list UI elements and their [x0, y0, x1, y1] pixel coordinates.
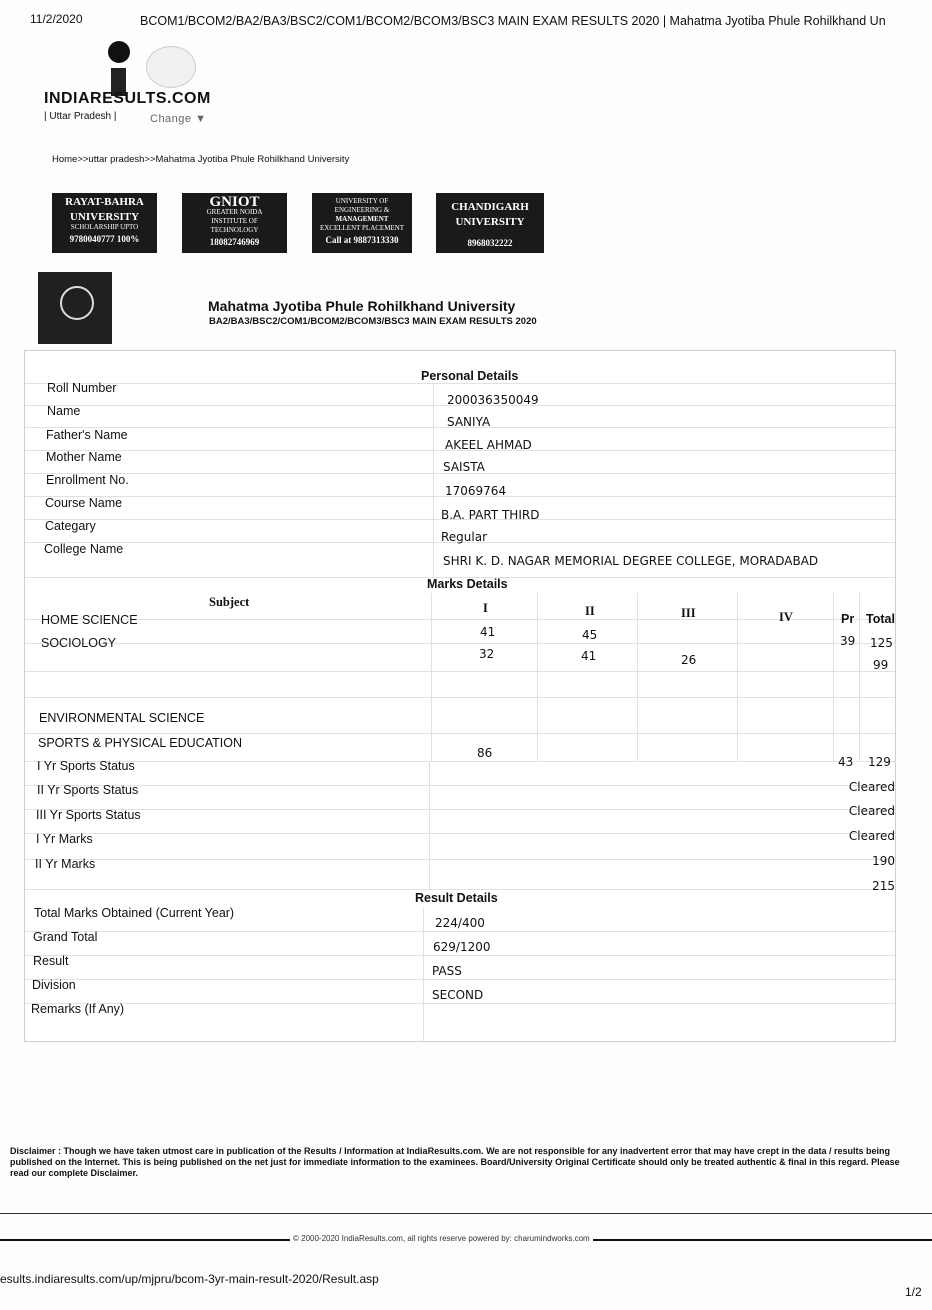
college-name-label: College Name: [44, 542, 124, 556]
subject-home-science: HOME SCIENCE: [41, 613, 138, 627]
university-name: Mahatma Jyotiba Phule Rohilkhand University: [208, 298, 516, 314]
col-subject: Subject: [209, 595, 250, 609]
grand-total-label: Grand Total: [33, 930, 98, 944]
mother-name-value: SAISTA: [443, 460, 485, 474]
marks-details-heading: Marks Details: [427, 577, 508, 591]
course-name-value: B.A. PART THIRD: [441, 508, 540, 522]
division-value: SECOND: [432, 988, 484, 1002]
roll-number-value: 200036350049: [447, 393, 539, 407]
disclaimer-text: Disclaimer : Though we have taken utmost care in publication of the Results / Information at IndiaResults.com. We are not responsible for any inadvertent error that may have crept in the data / results being published on the Internet. This is being published on the net just for immediate information to the examinees. Board/University Original Certificate should only be treated authentic & final in this regard. Please read our complete Disclaimer.: [10, 1146, 900, 1178]
grand-total-value: 629/1200: [433, 940, 491, 954]
ii-yr-sports-status-label: II Yr Sports Status: [37, 783, 139, 797]
state-label: | Uttar Pradesh |: [44, 111, 117, 122]
remarks-label: Remarks (If Any): [31, 1002, 125, 1016]
total-marks-label: Total Marks Obtained (Current Year): [34, 906, 235, 920]
page-number: 1/2: [905, 1285, 922, 1299]
change-state-link[interactable]: Change ▼: [150, 113, 207, 125]
logo-text: INDIARESULTS.COM: [44, 90, 211, 107]
ii-yr-marks-value: 215: [872, 879, 895, 893]
subject-sociology: SOCIOLOGY: [41, 636, 117, 650]
result-label: Result: [33, 954, 69, 968]
ad-uem[interactable]: UNIVERSITY OF ENGINEERING & MANAGEMENT EXCELLENT PLACEMENT Call at 9887313330: [312, 193, 412, 253]
state-map-icon: [146, 46, 196, 88]
print-date: 11/2/2020: [30, 12, 83, 26]
name-label: Name: [47, 404, 81, 418]
i-yr-marks-label: I Yr Marks: [36, 832, 93, 846]
page-url: esults.indiaresults.com/up/mjpru/bcom-3yr-main-result-2020/Result.asp: [0, 1272, 379, 1286]
mother-name-label: Mother Name: [46, 450, 122, 464]
personal-details-heading: Personal Details: [421, 369, 519, 383]
subject-sports: SPORTS & PHYSICAL EDUCATION: [38, 736, 242, 750]
ad-chandigarh-university[interactable]: CHANDIGARH UNIVERSITY 8968032222: [436, 193, 544, 253]
total-marks-value: 224/400: [435, 916, 485, 930]
col-paper-iv: IV: [779, 610, 793, 624]
divider: [0, 1213, 932, 1214]
col-total: Total: [866, 612, 895, 626]
col-paper-ii: II: [585, 604, 595, 618]
result-details-heading: Result Details: [415, 891, 498, 905]
logo-mark-icon: [108, 41, 130, 63]
university-emblem: [38, 272, 112, 344]
col-paper-iii: III: [681, 606, 696, 620]
name-value: SANIYA: [447, 415, 491, 429]
result-sheet: Personal Details Roll Number 200036350049 Name SANIYA Father's Name AKEEL AHMAD Mother Name SAISTA Enrollment No. 17069764 Course Name B.A. PART THIRD Categary Regular College Name SHRI K. D. NAGAR MEMORIAL DEGREE COLLEGE, MORADABAD Marks Details Subject I II III IV Pr Total HOME SCIENCE 41 45 39 125 SOCIOLOGY 32 41 26 99 ENVIRONMENTAL SCIENCE SPORTS & PHYSICAL EDUCATION 86 43 129 I Yr Sports Status Cleared II Yr Sports Status Cleared III Yr Sports Status Cleared I Yr Marks 190 II Yr Marks 215 Result Details Total Marks Obtained (Current Year) 224/400 Grand Total 629/1200 Result PASS Division SECOND Remarks (If Any): [24, 350, 896, 1042]
father-name-label: Father's Name: [46, 428, 128, 442]
ii-yr-marks-label: II Yr Marks: [35, 857, 96, 871]
father-name-value: AKEEL AHMAD: [445, 438, 532, 452]
category-value: Regular: [441, 530, 488, 544]
i-yr-marks-value: 190: [872, 854, 895, 868]
college-name-value: SHRI K. D. NAGAR MEMORIAL DEGREE COLLEGE, MORADABAD: [443, 554, 819, 568]
roll-number-label: Roll Number: [47, 381, 117, 395]
exam-subtitle: BA2/BA3/BSC2/COM1/BCOM2/BCOM3/BSC3 MAIN EXAM RESULTS 2020: [209, 316, 537, 327]
ii-yr-sports-status-value: Cleared: [848, 804, 895, 818]
enrollment-label: Enrollment No.: [46, 473, 129, 487]
col-paper-i: I: [483, 601, 488, 615]
i-yr-sports-status-label: I Yr Sports Status: [37, 759, 135, 773]
i-yr-sports-status-value: Cleared: [848, 780, 895, 794]
iii-yr-sports-status-label: III Yr Sports Status: [36, 808, 141, 822]
col-practical: Pr: [841, 612, 855, 626]
ad-rayat-bahra[interactable]: RAYAT-BAHRA UNIVERSITY SCHOLARSHIP UPTO 9780040777 100%: [52, 193, 157, 253]
subject-environmental-science: ENVIRONMENTAL SCIENCE: [39, 711, 205, 725]
course-name-label: Course Name: [45, 496, 123, 510]
iii-yr-sports-status-value: Cleared: [848, 829, 895, 843]
page-title: BCOM1/BCOM2/BA2/BA3/BSC2/COM1/BCOM2/BCOM3/BSC3 MAIN EXAM RESULTS 2020 | Mahatma Jyotiba Phule Rohilkhand Un: [140, 14, 886, 28]
result-value: PASS: [432, 964, 462, 978]
ad-gniot[interactable]: GNIOT GREATER NOIDA INSTITUTE OF TECHNOLOGY 18082746969: [182, 193, 287, 253]
copyright-text: © 2000-2020 IndiaResults.com, all rights reserve powered by: charumindworks.com: [290, 1234, 593, 1243]
breadcrumb[interactable]: Home>>uttar pradesh>>Mahatma Jyotiba Phule Rohilkhand University: [52, 154, 350, 165]
enrollment-value: 17069764: [445, 484, 507, 498]
category-label: Categary: [45, 519, 96, 533]
division-label: Division: [32, 978, 76, 992]
site-logo[interactable]: [44, 38, 214, 133]
emblem-seal-icon: [60, 286, 94, 320]
ad-banner-row: [52, 193, 552, 261]
